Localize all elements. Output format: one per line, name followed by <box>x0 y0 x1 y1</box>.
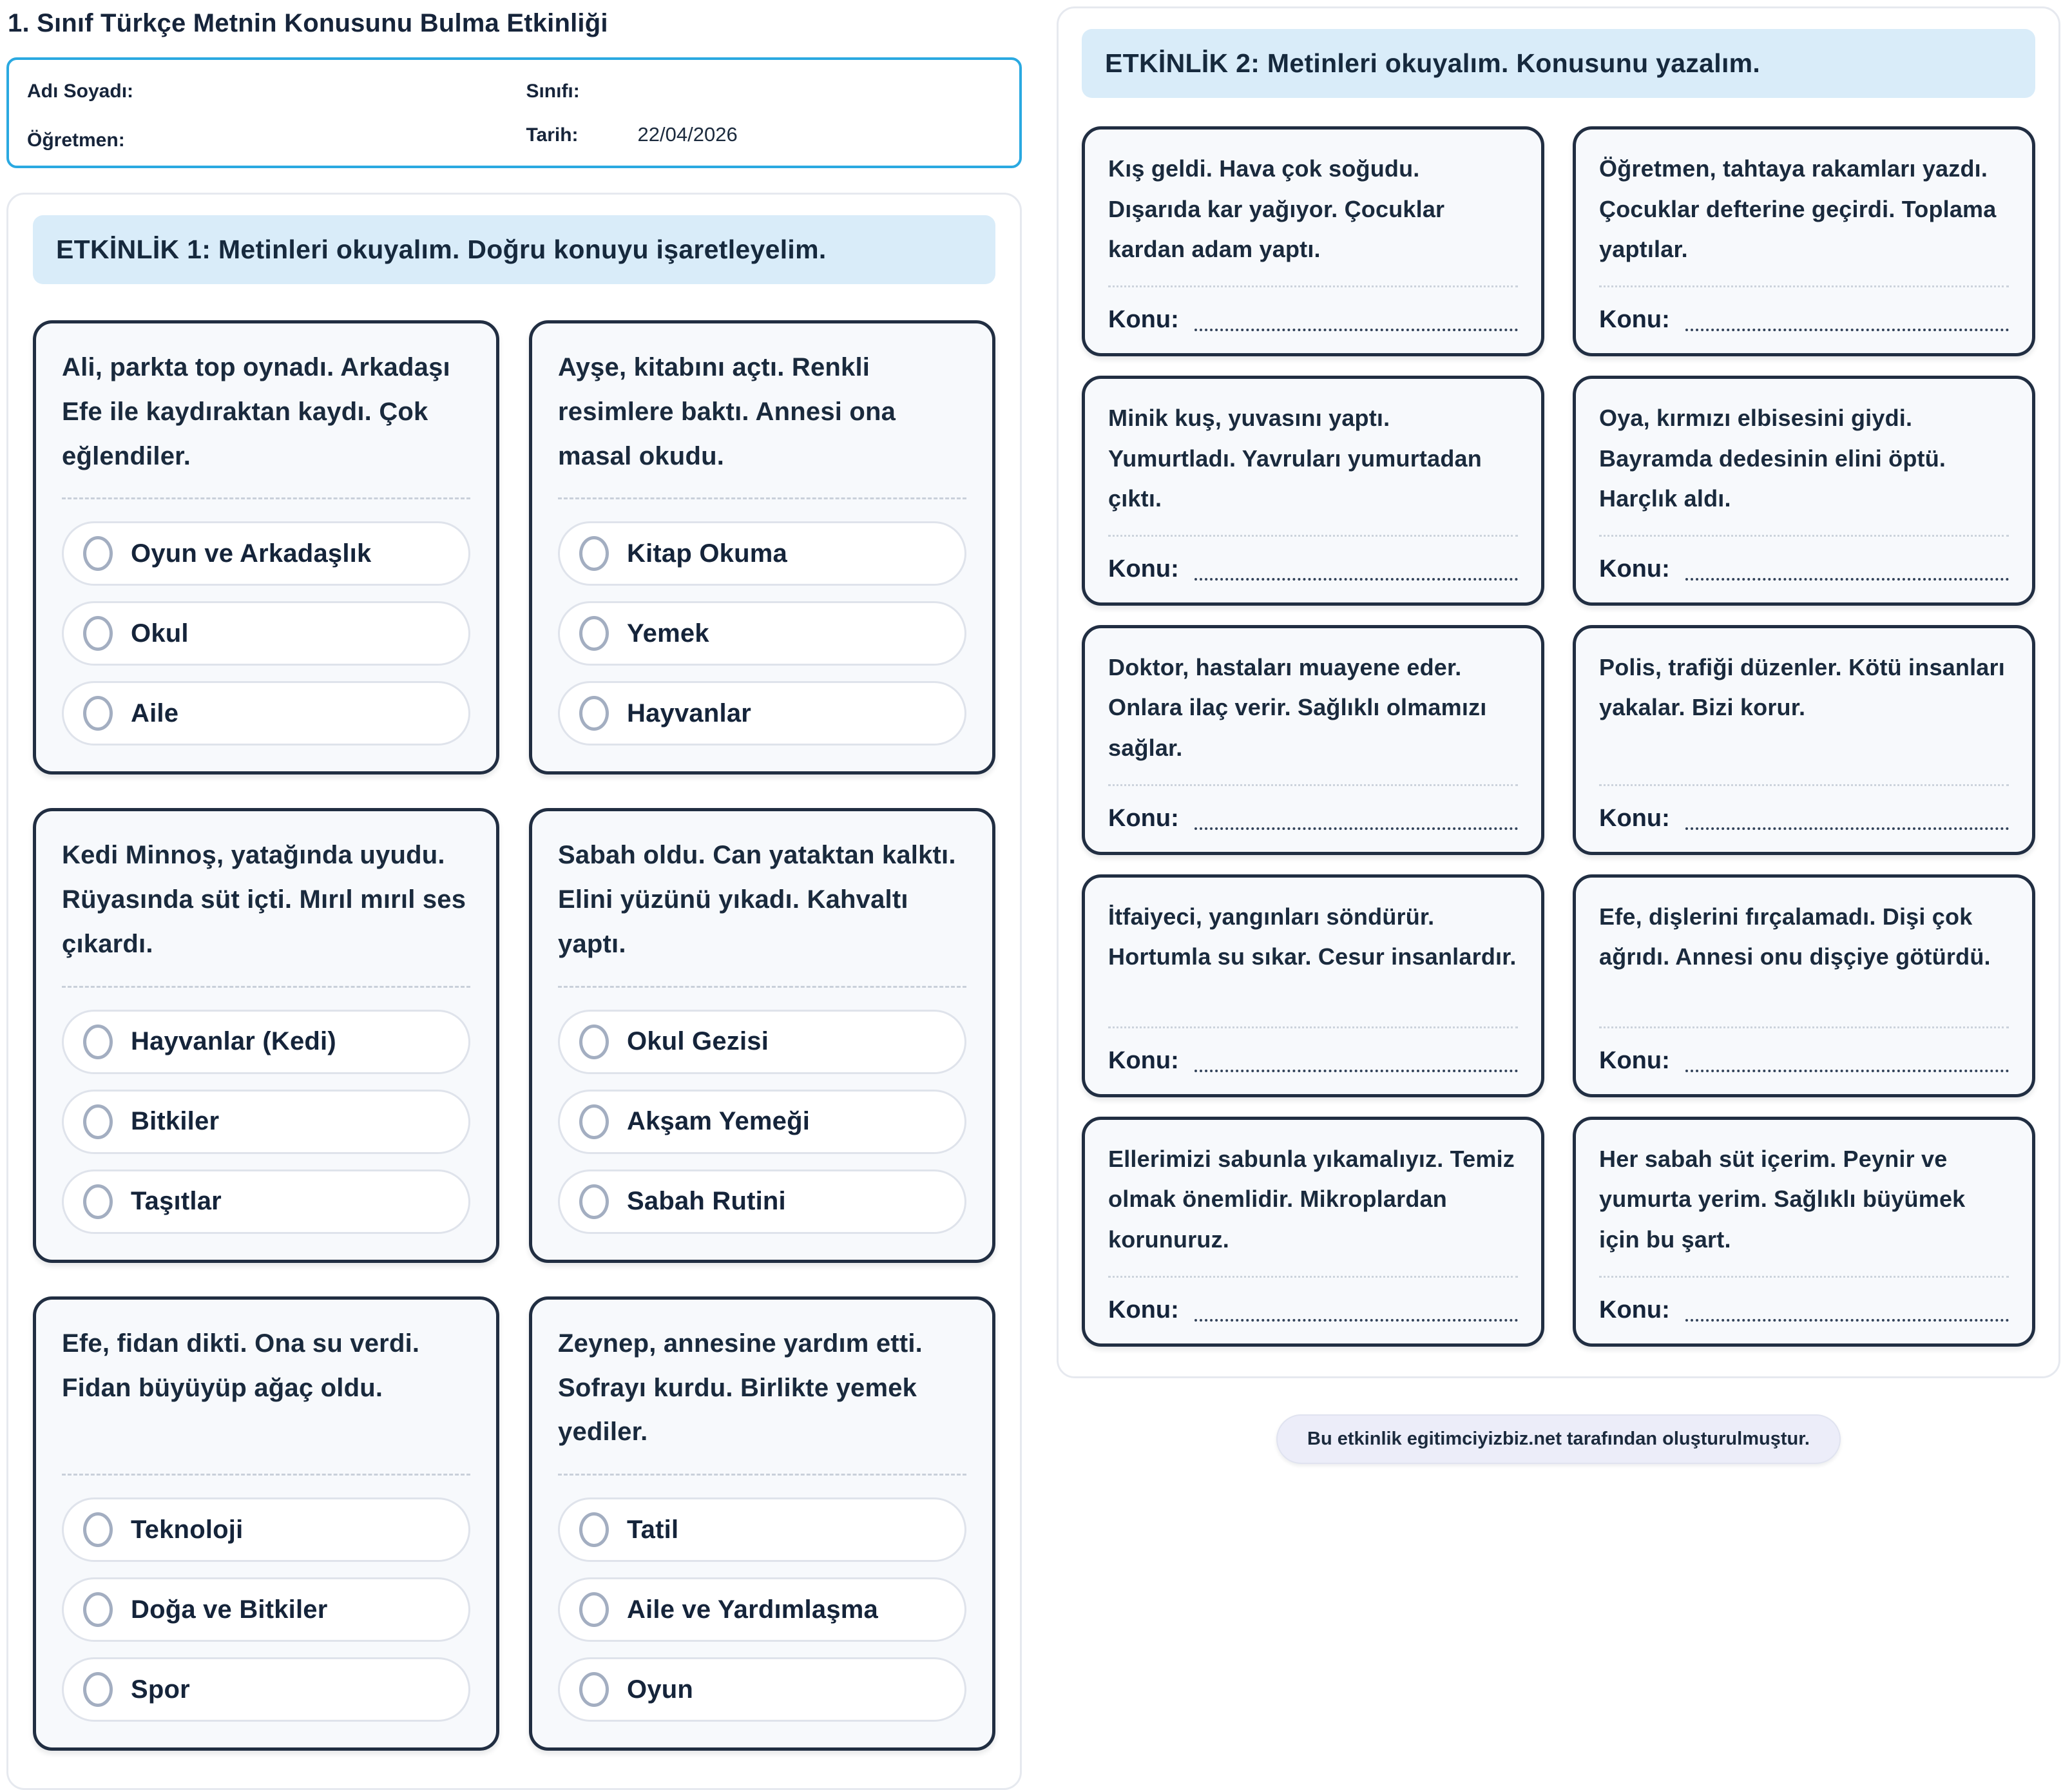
radio-icon[interactable] <box>579 536 609 571</box>
option-label: Teknoloji <box>131 1515 244 1544</box>
option-label: Kitap Okuma <box>627 539 787 568</box>
option-label: Okul <box>131 619 189 648</box>
answer-option[interactable] <box>558 1497 966 1562</box>
reading-text: Minik kuş, yuvasını yaptı. Yumurtladı. Yavruları yumurtadan çıktı. <box>1108 404 1482 512</box>
teacher-blank[interactable] <box>125 123 526 146</box>
radio-icon[interactable] <box>579 1592 609 1627</box>
reading-text: Doktor, hastaları muayene eder. Onlara ilaç verir. Sağlıklı olmamızı sağlar. <box>1108 653 1487 761</box>
option-label: Akşam Yemeği <box>627 1107 811 1136</box>
option-label: Tatil <box>627 1515 679 1544</box>
options-list <box>558 521 966 746</box>
answer-option[interactable] <box>558 1010 966 1074</box>
topic-label: Konu: <box>1108 305 1179 333</box>
reading-card <box>1573 625 2035 855</box>
answer-option[interactable] <box>558 601 966 666</box>
topic-row <box>1108 553 1518 583</box>
radio-icon[interactable] <box>83 1512 113 1547</box>
class-blank[interactable] <box>580 74 1001 97</box>
activity1-card-grid <box>33 320 995 1751</box>
option-label: Sabah Rutini <box>627 1187 786 1216</box>
question-text: Zeynep, annesine yardım etti. Sofrayı kurdu. Birlikte yemek yediler. <box>558 1329 923 1447</box>
radio-icon[interactable] <box>579 1104 609 1139</box>
divider <box>558 1474 966 1476</box>
option-label: Bitkiler <box>131 1107 220 1136</box>
options-list <box>558 1010 966 1234</box>
name-field <box>27 74 526 102</box>
option-label: Taşıtlar <box>131 1187 222 1216</box>
radio-icon[interactable] <box>83 1184 113 1219</box>
question-text: Ali, parkta top oynadı. Arkadaşı Efe ile kaydıraktan kaydı. Çok eğlendiler. <box>62 353 450 470</box>
radio-icon[interactable] <box>83 1025 113 1059</box>
divider <box>1108 285 1518 287</box>
question-card <box>33 320 499 775</box>
radio-icon[interactable] <box>83 1672 113 1707</box>
divider <box>558 986 966 988</box>
radio-icon[interactable] <box>579 1512 609 1547</box>
teacher-label: Öğretmen: <box>27 130 125 151</box>
name-blank[interactable] <box>133 74 526 97</box>
topic-answer-line[interactable] <box>1194 1045 1518 1072</box>
topic-answer-line[interactable] <box>1685 1294 2009 1322</box>
answer-option[interactable] <box>558 1577 966 1642</box>
activity1-title: ETKİNLİK 1: Metinleri okuyalım. Doğru konuyu işaretleyelim. <box>33 215 995 284</box>
divider <box>1599 285 2009 287</box>
activity2-panel <box>1057 6 2060 1378</box>
divider <box>1599 535 2009 537</box>
topic-answer-line[interactable] <box>1685 304 2009 331</box>
topic-answer-line[interactable] <box>1685 803 2009 830</box>
radio-icon[interactable] <box>83 1104 113 1139</box>
radio-icon[interactable] <box>579 1184 609 1219</box>
question-text: Efe, fidan dikti. Ona su verdi. Fidan büyüyüp ağaç oldu. <box>62 1329 420 1402</box>
answer-option[interactable] <box>62 1090 470 1154</box>
left-column <box>6 6 1022 1790</box>
answer-option[interactable] <box>558 1169 966 1234</box>
answer-option[interactable] <box>558 521 966 586</box>
divider <box>558 497 966 499</box>
topic-row <box>1108 803 1518 832</box>
divider <box>1599 1276 2009 1278</box>
date-label: Tarih: <box>526 124 579 146</box>
date-field <box>526 123 1001 151</box>
activity2-title: ETKİNLİK 2: Metinleri okuyalım. Konusunu yazalım. <box>1082 29 2035 98</box>
answer-option[interactable] <box>62 1657 470 1722</box>
reading-text: Kış geldi. Hava çok soğudu. Dışarıda kar yağıyor. Çocuklar kardan adam yaptı. <box>1108 155 1445 263</box>
topic-answer-line[interactable] <box>1194 803 1518 830</box>
footer-credit: Bu etkinlik egitimciyizbiz.net tarafından oluşturulmuştur. <box>1276 1414 1841 1464</box>
answer-option[interactable] <box>62 681 470 746</box>
reading-text: Ellerimizi sabunla yıkamalıyız. Temiz olmak önemlidir. Mikroplardan korunuruz. <box>1108 1145 1515 1253</box>
question-card <box>529 1296 995 1751</box>
date-value: 22/04/2026 <box>637 123 738 146</box>
class-label: Sınıfı: <box>526 81 580 102</box>
topic-row <box>1599 1294 2009 1324</box>
option-label: Oyun ve Arkadaşlık <box>131 539 372 568</box>
divider <box>1108 1026 1518 1028</box>
answer-option[interactable] <box>62 1497 470 1562</box>
reading-card <box>1573 1117 2035 1347</box>
topic-label: Konu: <box>1599 305 1670 333</box>
topic-row <box>1108 1045 1518 1075</box>
topic-label: Konu: <box>1599 555 1670 582</box>
activity1-panel <box>6 193 1022 1790</box>
divider <box>62 986 470 988</box>
reading-text: Oya, kırmızı elbisesini giydi. Bayramda dedesinin elini öptü. Harçlık aldı. <box>1599 404 1946 512</box>
question-text: Ayşe, kitabını açtı. Renkli resimlere baktı. Annesi ona masal okudu. <box>558 353 896 470</box>
options-list <box>62 1497 470 1722</box>
page-title: 1. Sınıf Türkçe Metnin Konusunu Bulma Etkinliği <box>8 9 608 37</box>
radio-icon[interactable] <box>83 616 113 651</box>
answer-option[interactable] <box>558 1657 966 1722</box>
answer-option[interactable] <box>558 1090 966 1154</box>
divider <box>1599 784 2009 786</box>
topic-answer-line[interactable] <box>1194 304 1518 331</box>
topic-row <box>1108 1294 1518 1324</box>
topic-label: Konu: <box>1108 1046 1179 1074</box>
option-label: Oyun <box>627 1675 694 1704</box>
radio-icon[interactable] <box>579 1672 609 1707</box>
options-list <box>558 1497 966 1722</box>
question-card <box>529 320 995 775</box>
radio-icon[interactable] <box>83 536 113 571</box>
right-column <box>1057 6 2060 1790</box>
divider <box>1108 1276 1518 1278</box>
option-label: Aile ve Yardımlaşma <box>627 1595 878 1624</box>
reading-text: Polis, trafiği düzenler. Kötü insanları yakalar. Bizi korur. <box>1599 653 2005 721</box>
question-card <box>33 1296 499 1751</box>
divider <box>1108 784 1518 786</box>
divider <box>1599 1026 2009 1028</box>
options-list <box>62 1010 470 1234</box>
topic-answer-line[interactable] <box>1194 553 1518 581</box>
radio-icon[interactable] <box>579 616 609 651</box>
name-label: Adı Soyadı: <box>27 81 134 102</box>
answer-option[interactable] <box>62 1169 470 1234</box>
topic-label: Konu: <box>1108 804 1179 832</box>
answer-option[interactable] <box>558 681 966 746</box>
question-card <box>529 808 995 1262</box>
topic-answer-line[interactable] <box>1685 553 2009 581</box>
radio-icon[interactable] <box>579 696 609 731</box>
topic-row <box>1108 304 1518 334</box>
topic-label: Konu: <box>1108 1296 1179 1323</box>
radio-icon[interactable] <box>579 1025 609 1059</box>
divider <box>1108 535 1518 537</box>
reading-card <box>1082 126 1544 356</box>
reading-card <box>1573 376 2035 606</box>
topic-label: Konu: <box>1599 1296 1670 1323</box>
reading-card <box>1082 874 1544 1097</box>
option-label: Hayvanlar <box>627 698 752 727</box>
student-info-box <box>6 57 1022 168</box>
reading-text: İtfaiyeci, yangınları söndürür. Hortumla su sıkar. Cesur insanlardır. <box>1108 903 1517 970</box>
question-text: Sabah oldu. Can yataktan kalktı. Elini yüzünü yıkadı. Kahvaltı yaptı. <box>558 841 956 958</box>
option-label: Aile <box>131 698 179 727</box>
answer-option[interactable] <box>62 521 470 586</box>
reading-card <box>1082 376 1544 606</box>
option-label: Yemek <box>627 619 709 648</box>
options-list <box>62 521 470 746</box>
reading-text: Her sabah süt içerim. Peynir ve yumurta yerim. Sağlıklı büyümek için bu şart. <box>1599 1145 1966 1253</box>
question-text: Kedi Minnoş, yatağında uyudu. Rüyasında süt içti. Mırıl mırıl ses çıkardı. <box>62 841 466 958</box>
divider <box>62 497 470 499</box>
radio-icon[interactable] <box>83 1592 113 1627</box>
topic-answer-line[interactable] <box>1685 1045 2009 1072</box>
radio-icon[interactable] <box>83 696 113 731</box>
reading-card <box>1573 126 2035 356</box>
reading-text: Öğretmen, tahtaya rakamları yazdı. Çocuklar defterine geçirdi. Toplama yaptılar. <box>1599 155 1997 263</box>
teacher-field <box>27 123 526 151</box>
reading-text: Efe, dişlerini fırçalamadı. Dişi çok ağrıdı. Annesi onu dişçiye götürdü. <box>1599 903 1991 970</box>
answer-option[interactable] <box>62 1010 470 1074</box>
topic-row <box>1599 553 2009 583</box>
divider <box>62 1474 470 1476</box>
topic-row <box>1599 1045 2009 1075</box>
answer-option[interactable] <box>62 1577 470 1642</box>
activity2-card-grid <box>1082 126 2035 1347</box>
option-label: Spor <box>131 1675 190 1704</box>
option-label: Okul Gezisi <box>627 1027 769 1056</box>
topic-label: Konu: <box>1108 555 1179 582</box>
reading-card <box>1573 874 2035 1097</box>
question-card <box>33 808 499 1262</box>
topic-label: Konu: <box>1599 804 1670 832</box>
option-label: Doğa ve Bitkiler <box>131 1595 328 1624</box>
reading-card <box>1082 625 1544 855</box>
topic-row <box>1599 304 2009 334</box>
option-label: Hayvanlar (Kedi) <box>131 1027 336 1056</box>
reading-card <box>1082 1117 1544 1347</box>
topic-row <box>1599 803 2009 832</box>
answer-option[interactable] <box>62 601 470 666</box>
class-field <box>526 74 1001 102</box>
topic-label: Konu: <box>1599 1046 1670 1074</box>
topic-answer-line[interactable] <box>1194 1294 1518 1322</box>
